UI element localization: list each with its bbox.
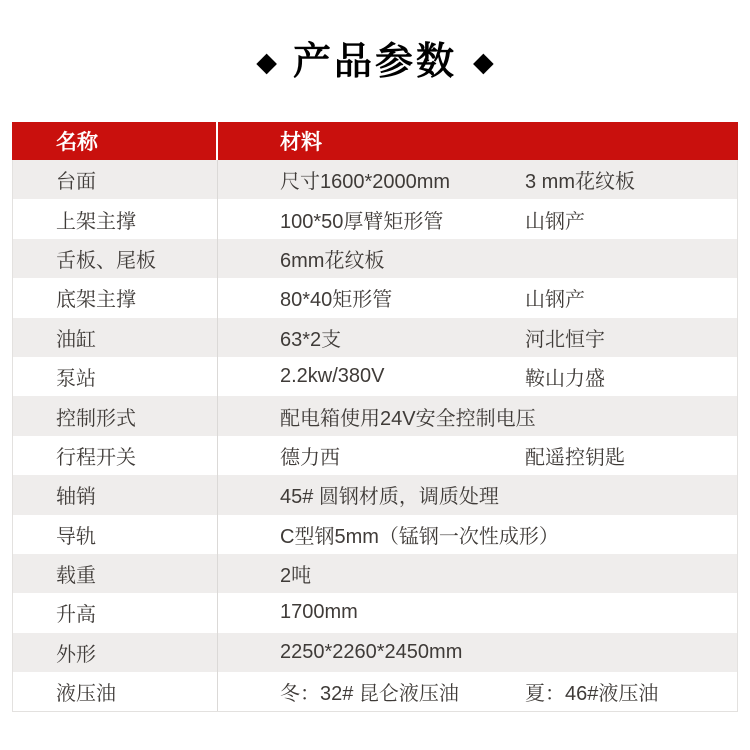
row-name-cell: 外形 [13,633,218,672]
row-material-value: 配电箱使用24V安全控制电压 [280,407,536,430]
row-material-cell [218,199,737,238]
row-name-cell: 行程开关 [13,436,218,475]
row-name-cell: 底架主撑 [13,278,218,317]
row-material-cell [218,160,737,199]
row-material-value: 100*50厚臂矩形管 [280,210,444,233]
row-name-cell: 上架主撑 [13,199,218,238]
table-header-row [12,122,738,160]
table-row [13,239,737,278]
row-material-value: 德力西 [280,446,340,469]
row-name-cell: 液压油 [13,672,218,711]
row-material-extra: 夏：46#液压油 [525,683,659,706]
table-row [13,199,737,238]
row-material-extra: 河北恒宇 [525,328,605,351]
row-material-cell [218,436,737,475]
row-name-cell: 载重 [13,554,218,593]
row-material-cell [218,593,737,632]
table-row [13,633,737,672]
table-row [13,554,737,593]
row-material-extra: 山钢产 [525,289,585,312]
row-material-cell [218,554,737,593]
table-row [13,396,737,435]
row-material-extra: 3 mm花纹板 [525,171,635,194]
row-material-value: 45# 圆钢材质，调质处理 [280,486,499,509]
row-material-cell [218,278,737,317]
row-material-value: 2吨 [280,565,312,588]
row-material-extra: 配遥控钥匙 [525,446,625,469]
table-row [13,672,737,711]
row-material-value: 2250*2260*2450mm [280,640,463,663]
table-row [13,515,737,554]
table-row [13,318,737,357]
row-material-extra: 鞍山力盛 [525,368,605,391]
row-material-cell [218,396,737,435]
row-name-cell: 轴销 [13,475,218,514]
row-material-value: 1700mm [280,601,358,624]
row-name-cell: 泵站 [13,357,218,396]
row-material-cell [218,633,737,672]
row-name-cell: 导轨 [13,515,218,554]
page-title-text: 产品参数 [292,41,457,83]
spec-table [12,122,738,712]
row-name-cell: 升高 [13,593,218,632]
row-name-cell: 舌板、尾板 [13,239,218,278]
table-body [13,160,737,711]
row-material-cell [218,515,737,554]
row-material-value: 6mm花纹板 [280,249,385,272]
table-row [13,475,737,514]
row-material-extra: 山钢产 [525,210,585,233]
table-row [13,357,737,396]
table-row [13,160,737,199]
row-material-cell [218,239,737,278]
row-name-cell: 控制形式 [13,396,218,435]
row-material-cell [218,318,737,357]
row-material-value: 2.2kw/380V [280,365,385,388]
table-row [13,593,737,632]
row-material-cell [218,475,737,514]
row-material-value: 冬：32# 昆仑液压油 [280,683,459,706]
table-row [13,436,737,475]
diamond-icon: ◆ [256,46,277,77]
header-cell-material: 材料 [280,131,322,154]
table-row [13,278,737,317]
row-material-value: 尺寸1600*2000mm [280,171,451,194]
row-name-cell: 台面 [13,160,218,199]
row-name-cell: 油缸 [13,318,218,357]
row-material-cell [218,672,737,711]
header-cell-name: 名称 [12,122,218,160]
row-material-cell [218,357,737,396]
diamond-icon: ◆ [473,46,494,77]
page-title [0,34,750,90]
row-material-value: C型钢5mm（锰钢一次性成形） [280,525,559,548]
row-material-value: 63*2支 [280,328,342,351]
row-material-value: 80*40矩形管 [280,289,393,312]
